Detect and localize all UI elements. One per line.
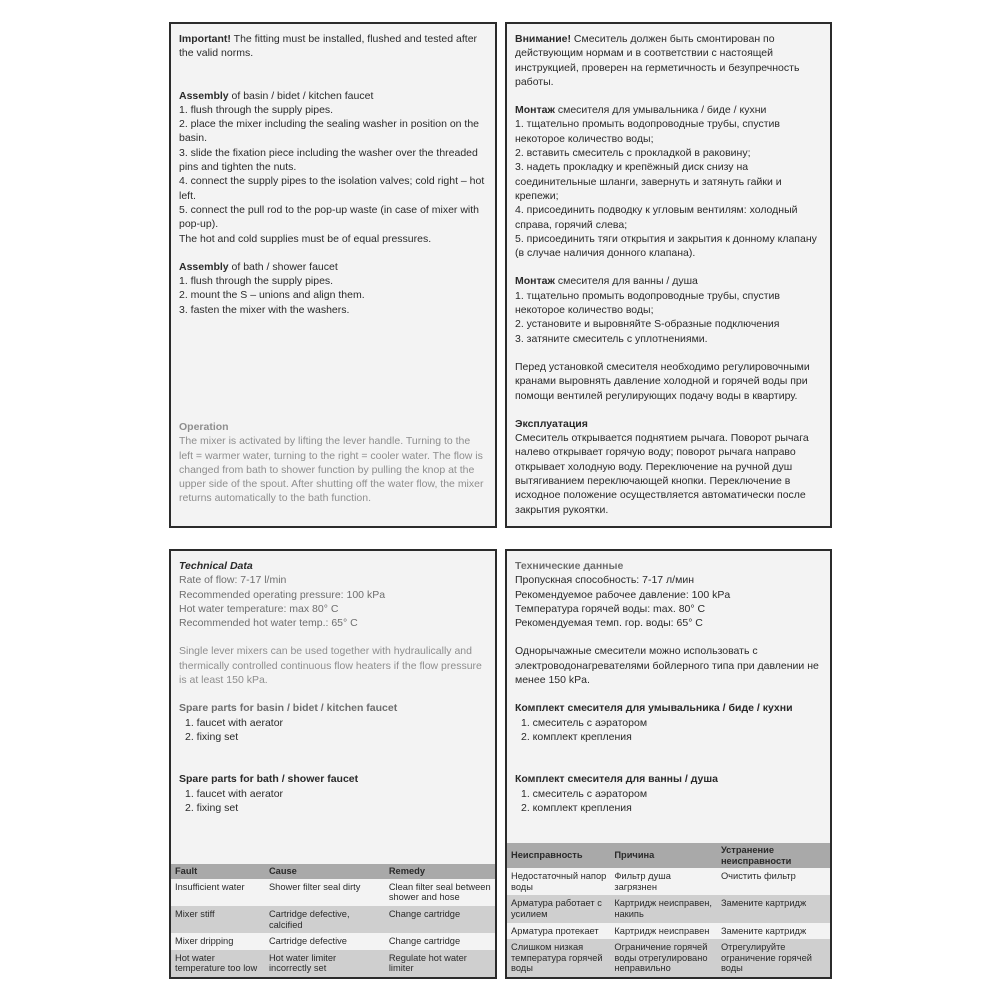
table-cell: Regulate hot water limiter	[385, 950, 495, 977]
bath-step: 1. тщательно промыть водопроводные трубы, спустив некоторое количество воды;	[515, 289, 780, 317]
spec-line: Hot water temperature: max 80° C	[179, 602, 339, 615]
table-cell: Cartridge defective	[265, 933, 385, 950]
table-row	[171, 879, 495, 906]
operation-text: The mixer is activated by lifting the lever handle. Turning to the left = warmer water, turning to the right = cooler water. The flow is changed from bath to shower function by pulling the knop at the upper side of the spout. After shutting off the water flow, the mixer returns automatically to the bath function.	[179, 435, 484, 505]
header-cause: Причина	[610, 843, 717, 868]
bath-step: 2. установите и выровняйте S-образные подключения	[515, 318, 780, 331]
operation-text: Смеситель открывается поднятием рычага. Поворот рычага налево открывает горячую воду; поворот рычага направо открывает холодную воду. Переключение на ручной душ вытягиванием переключающей кнопки. Переключение в исходное положение осуществляется автоматически после закрытия рукоятки.	[515, 432, 809, 516]
operation-section	[179, 420, 487, 506]
table-cell: Change cartridge	[385, 906, 495, 933]
spare-bath-heading: Spare parts for bath / shower faucet	[179, 773, 359, 786]
basin-step: 4. connect the supply pipes to the isolation valves; cold right – hot left.	[179, 175, 485, 202]
bath-step: 2. mount the S – unions and align them.	[179, 289, 365, 302]
table-row	[507, 939, 830, 977]
bath-step: 3. затяните смеситель с уплотнениями.	[515, 332, 708, 345]
basin-step: 1. flush through the supply pipes.	[179, 103, 334, 116]
spare-item: 2. комплект крепления	[521, 730, 632, 743]
spare-item: 2. fixing set	[185, 730, 239, 743]
table-row	[171, 906, 495, 933]
fault-table	[507, 843, 830, 977]
table-header-row	[507, 843, 830, 868]
table-cell: Картридж неисправен, накипь	[610, 895, 717, 922]
spare-item: 1. смеситель с аэратором	[521, 716, 648, 729]
operation-heading: Эксплуатация	[515, 417, 588, 430]
table-cell: Hot water temperature too low	[171, 950, 265, 977]
spec-line: Recommended operating pressure: 100 kPa	[179, 588, 386, 601]
spec-line: Rate of flow: 7-17 l/min	[179, 574, 287, 587]
basin-step: 3. slide the fixation piece including the washer over the threaded pins and tighten the nuts.	[179, 146, 478, 174]
spare-item: 1. faucet with aerator	[185, 787, 284, 800]
russian-instructions-panel	[505, 22, 832, 528]
table-row	[507, 895, 830, 922]
bath-assembly-heading: Монтаж смесителя для ванны / душа	[515, 275, 698, 288]
basin-assembly-heading: Assembly of basin / bidet / kitchen faucet	[179, 89, 374, 102]
basin-step: 2. place the mixer including the sealing washer in position on the basin.	[179, 118, 480, 145]
basin-assembly-heading: Монтаж смесителя для умывальника / биде / кухни	[515, 104, 767, 117]
table-cell: Hot water limiter incorrectly set	[265, 950, 385, 977]
pressure-note: Перед установкой смесителя необходимо регулировочными кранами выровнять давление холодной и горячей воды при помощи вентилей регулирующих подачу воды в квартиру.	[515, 360, 810, 402]
table-cell: Арматура протекает	[507, 923, 610, 940]
table-cell: Слишком низкая температура горячей воды	[507, 939, 610, 977]
header-cause: Cause	[265, 864, 385, 879]
equal-pressure-note: The hot and cold supplies must be of equal pressures.	[179, 232, 432, 245]
basin-step: 5. присоединить тяги открытия и закрытия к донному клапану (в случае наличия донного клапана).	[515, 232, 817, 260]
basin-step: 1. тщательно промыть водопроводные трубы, спустив некоторое количество воды;	[515, 118, 780, 145]
basin-step: 3. надеть прокладку и крепёжный диск снизу на соединительные шланги, завернуть и затянуть гайки и крепежи;	[515, 161, 782, 202]
spec-line: Рекомендуемое рабочее давление: 100 kPa	[515, 588, 731, 601]
table-cell: Недостаточный напор воды	[507, 868, 610, 895]
bath-step: 3. fasten the mixer with the washers.	[179, 303, 350, 316]
spec-line: Recommended hot water temp.: 65° C	[179, 617, 358, 630]
table-cell: Mixer stiff	[171, 906, 265, 933]
table-cell: Clean filter seal between shower and hose	[385, 879, 495, 906]
header-remedy: Remedy	[385, 864, 495, 879]
table-cell: Арматура работает с усилием	[507, 895, 610, 922]
technical-heading: Технические данные	[515, 560, 624, 572]
spec-line: Пропускная способность: 7-17 л/мин	[515, 574, 694, 587]
heater-note: Однорычажные смесители можно использовать с электроводонагревателями бойлерного типа при давлении не менее 150 kPa.	[515, 645, 819, 687]
spare-basin-heading: Комплект смесителя для умывальника / биде / кухни	[515, 702, 793, 715]
spare-item: 1. faucet with aerator	[185, 716, 284, 729]
table-row	[507, 868, 830, 895]
basin-step: 5. connect the pull rod to the pop-up waste (in case of mixer with pop-up).	[179, 203, 479, 231]
important-note: Внимание! Смеситель должен быть смонтирован по действующим нормам и в соответствии с настоящей инструкцией, проверен на герметичность и безупречность работы.	[515, 33, 800, 88]
russian-technical-panel	[505, 549, 832, 979]
basin-step: 2. вставить смеситель с прокладкой в раковину;	[515, 147, 751, 160]
spec-line: Температура горячей воды: max. 80° C	[515, 602, 706, 615]
table-cell: Картридж неисправен	[610, 923, 717, 940]
table-row	[171, 950, 495, 977]
bath-assembly-heading: Assembly of bath / shower faucet	[179, 260, 338, 273]
spare-item: 2. комплект крепления	[521, 801, 632, 814]
header-remedy: Устранение неисправности	[717, 843, 830, 868]
table-cell: Фильтр душа загрязнен	[610, 868, 717, 895]
table-cell: Отрегулируйте ограничение горячей воды	[717, 939, 830, 977]
english-technical-panel	[169, 549, 497, 979]
header-fault: Неисправность	[507, 843, 610, 868]
bath-step: 1. flush through the supply pipes.	[179, 275, 334, 288]
table-header-row	[171, 864, 495, 879]
table-cell: Shower filter seal dirty	[265, 879, 385, 906]
fault-table	[171, 864, 495, 977]
table-row	[171, 933, 495, 950]
table-cell: Очистить фильтр	[717, 868, 830, 895]
technical-heading: Technical Data	[179, 560, 253, 572]
spec-line: Рекомендуемая темп. гор. воды: 65° C	[515, 617, 703, 630]
table-cell: Замените картридж	[717, 923, 830, 940]
table-cell: Cartridge defective, calcified	[265, 906, 385, 933]
spare-item: 2. fixing set	[185, 801, 239, 814]
important-note: Important! The fitting must be installed, flushed and tested after the valid norms.	[179, 33, 478, 60]
spare-bath-heading: Комплект смесителя для ванны / душа	[515, 773, 718, 786]
table-cell: Замените картридж	[717, 895, 830, 922]
spare-basin-heading: Spare parts for basin / bidet / kitchen faucet	[179, 702, 398, 715]
table-cell: Insufficient water	[171, 879, 265, 906]
table-cell: Ограничение горячей воды отрегулировано неправильно	[610, 939, 717, 977]
spare-item: 1. смеситель с аэратором	[521, 787, 648, 800]
table-cell: Change cartridge	[385, 933, 495, 950]
operation-heading: Operation	[179, 421, 229, 433]
english-instructions-panel	[169, 22, 497, 528]
basin-step: 4. присоединить подводку к угловым вентилям: холодный справа, горячий слева;	[515, 204, 798, 231]
header-fault: Fault	[171, 864, 265, 879]
heater-note: Single lever mixers can be used together with hydraulically and thermically controlled continuous flow heaters if the flow pressure is at least 150 kPa.	[179, 645, 482, 687]
table-row	[507, 923, 830, 940]
table-cell: Mixer dripping	[171, 933, 265, 950]
